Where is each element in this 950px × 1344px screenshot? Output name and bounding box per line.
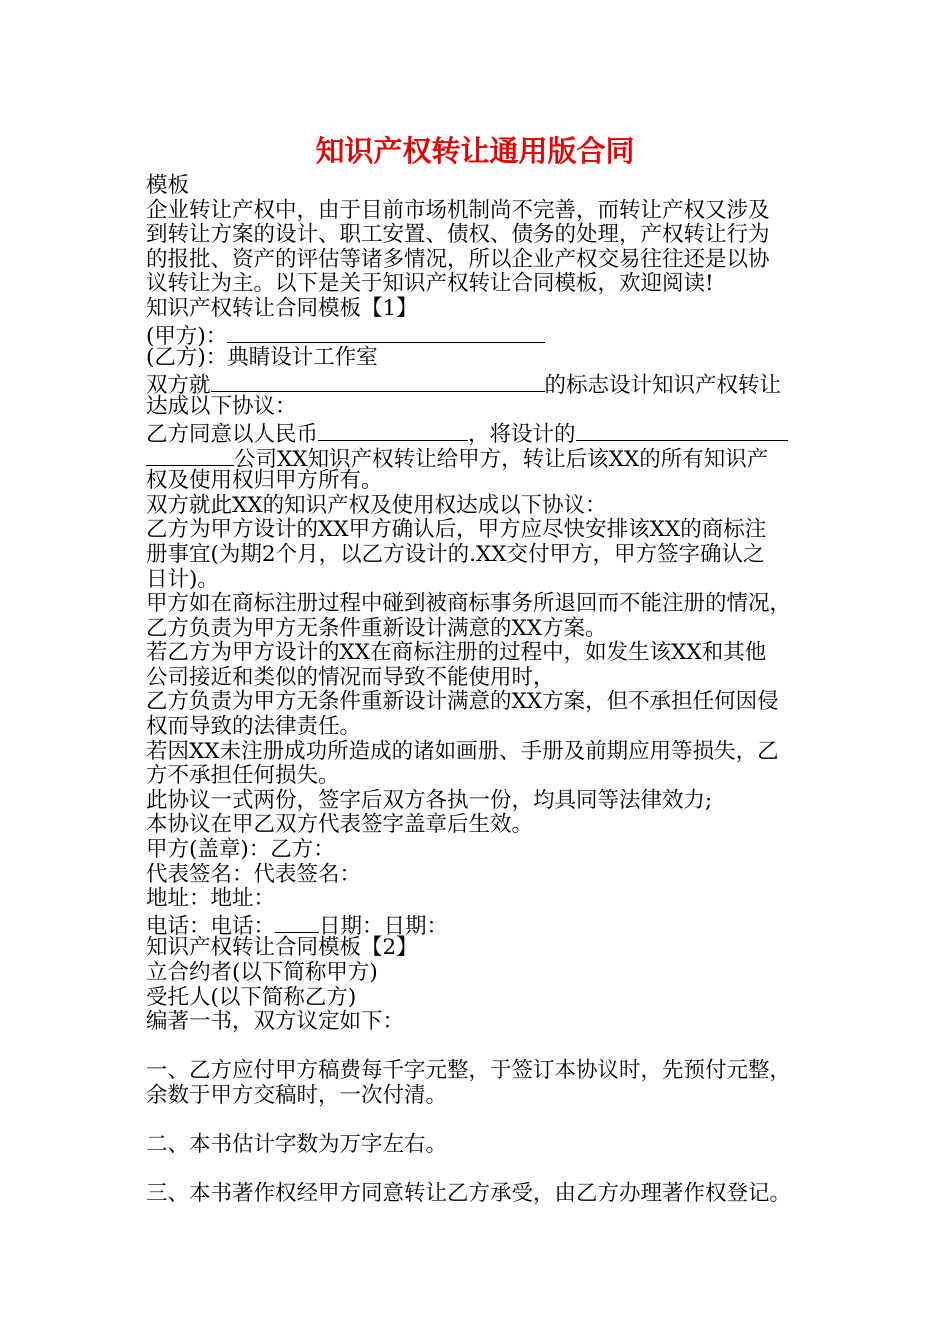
- paragraph-line: 立合约者(以下简称甲方): [146, 960, 378, 985]
- paragraph-line: 的报批、资产的评估等诸多情况，所以企业产权交易往往还是以协: [146, 246, 770, 272]
- party-a-line: [146, 322, 816, 347]
- clause-line: 余数于甲方交稿时，一次付清。: [146, 1082, 448, 1108]
- paragraph-line: 若因XX未注册成功所造成的诸如画册、手册及前期应用等损失，乙: [146, 738, 779, 764]
- section-heading: 知识产权转让合同模板【1】: [146, 295, 418, 321]
- line-text: ，将设计的: [468, 421, 576, 447]
- party-a-label: (甲方)：: [146, 323, 228, 349]
- paragraph-line: 权而导致的法律责任。: [146, 714, 362, 740]
- party-b-line: (乙方)：典睛设计工作室: [146, 345, 378, 371]
- document-body: [146, 174, 816, 1207]
- spacer: [146, 1158, 816, 1183]
- fill-blank: [146, 445, 234, 466]
- company-line: [146, 445, 816, 470]
- paragraph-line: 议转让为主。以下是关于知识产权转让合同模板，欢迎阅读!: [146, 271, 714, 297]
- paragraph-line: 公司接近和类似的情况而导致不能使用时，: [146, 664, 555, 690]
- signature-line: 甲方(盖章)：乙方：: [146, 837, 335, 863]
- line-text: 日期：日期：: [319, 913, 449, 939]
- paragraph-line: 本协议在甲乙双方代表签字盖章后生效。: [146, 812, 534, 838]
- line-text: 公司XX知识产权转让给甲方，转让后该XX的所有知识产: [234, 446, 769, 472]
- paragraph-line: 乙方负责为甲方无条件重新设计满意的XX方案，但不承担任何因侵: [146, 689, 779, 715]
- fill-blank: [211, 371, 545, 392]
- paragraph-line: 达成以下协议：: [146, 394, 297, 420]
- paragraph-line: 方不承担任何损失。: [146, 763, 340, 789]
- clause-line: 一、乙方应付甲方稿费每千字元整，于签订本协议时，先预付元整，: [146, 1058, 792, 1084]
- document-title: 知识产权转让通用版合同: [315, 134, 635, 168]
- phone-date-line: [146, 912, 816, 937]
- line-text: 双方就: [146, 372, 211, 398]
- address-line: 地址：地址：: [146, 886, 276, 912]
- section-heading: 知识产权转让合同模板【2】: [146, 935, 418, 961]
- paragraph-line: 编著一书，双方议定如下：: [146, 1009, 405, 1035]
- paragraph-line: 权及使用权归甲方所有。: [146, 468, 383, 494]
- fill-blank: [318, 420, 468, 441]
- paragraph-line: 日计)。: [146, 566, 219, 592]
- fill-blank: [275, 912, 319, 933]
- paragraph-line: 到转让方案的设计、职工安置、债权、债务的处理，产权转让行为: [146, 222, 770, 248]
- signature-line: 代表签名：代表签名：: [146, 861, 362, 887]
- paragraph-line: 若乙方为甲方设计的XX在商标注册的过程中，如发生该XX和其他: [146, 640, 767, 666]
- paragraph-line: 乙方为甲方设计的XX甲方确认后，甲方应尽快安排该XX的商标注: [146, 517, 767, 543]
- paragraph-line: 乙方负责为甲方无条件重新设计满意的XX方案。: [146, 615, 607, 641]
- fill-blank: [576, 420, 788, 441]
- spacer: [146, 1109, 816, 1134]
- fill-blank: [227, 322, 545, 343]
- spacer: [146, 1035, 816, 1060]
- paragraph-line: 此协议一式两份，签字后双方各执一份，均具同等法律效力;: [146, 787, 713, 813]
- clause-line: 二、本书估计字数为万字左右。: [146, 1132, 448, 1158]
- paragraph-line: 册事宜(为期2个月，以乙方设计的.XX交付甲方，甲方签字确认之: [146, 541, 765, 567]
- line-text: 乙方同意以人民币: [146, 421, 319, 447]
- price-line: [146, 420, 816, 445]
- clause-line: 三、本书著作权经甲方同意转让乙方承受，由乙方办理著作权登记。: [146, 1181, 792, 1207]
- paragraph-line: 甲方如在商标注册过程中碰到被商标事务所退回而不能注册的情况，: [146, 591, 792, 617]
- line-text: 电话：电话：: [146, 913, 276, 939]
- line-text: 的标志设计知识产权转让: [544, 372, 782, 398]
- paragraph-line: 双方就此XX的知识产权及使用权达成以下协议：: [146, 492, 607, 518]
- paragraph-line: 受托人(以下简称乙方): [146, 984, 357, 1010]
- paragraph-line: 模板: [146, 173, 190, 198]
- agreement-line: [146, 371, 816, 396]
- paragraph-line: 企业转让产权中，由于目前市场机制尚不完善，而转让产权又涉及: [146, 197, 770, 223]
